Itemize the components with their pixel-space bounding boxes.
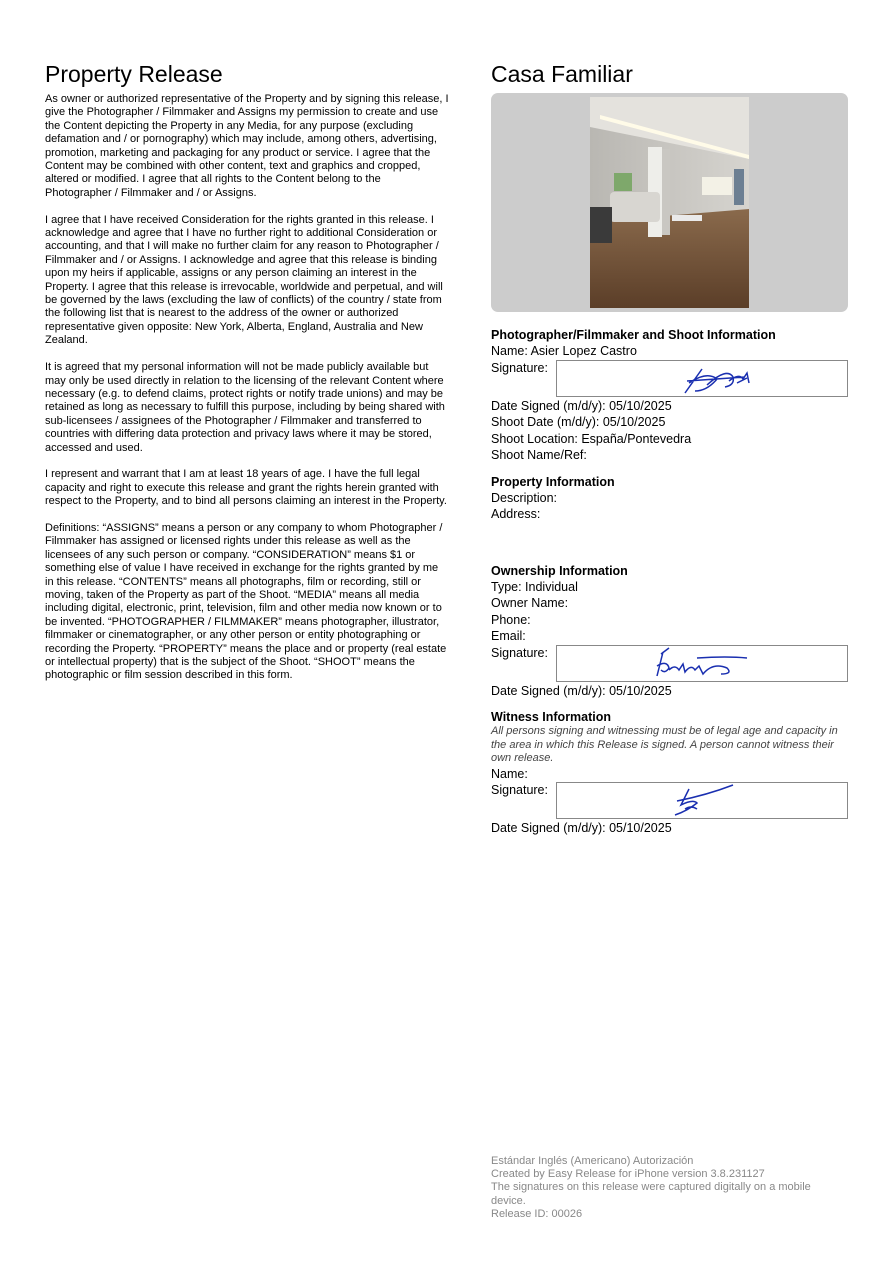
terms-paragraph: As owner or authorized representative of the Property and by signing this release, I give the Photographer / Filmmaker and Assigns my permission to create and use the Content depicting the Property in any Media, for any purpose (excluding defamation and / or pornography) which may include, among others, advertising, promotion, marketing and packaging for any product or service. I agree that the Content may be combined with other content, text and graphics and cropped, altered or modified. I agree that all rights to the Content belong to the Photographer / Filmmaker and / or Assigns.	[45, 93, 449, 199]
shoot-date: Shoot Date (m/d/y): 05/10/2025	[491, 415, 666, 429]
owner-phone: Phone:	[491, 612, 531, 627]
footer-release-id: Release ID: 00026	[491, 1207, 583, 1220]
owner-signature-box	[556, 645, 848, 682]
signature-label: Signature:	[491, 360, 548, 375]
witness-heading: Witness Information	[491, 710, 612, 724]
photographer-signature	[557, 361, 849, 398]
property-title: Casa Familiar	[491, 61, 633, 87]
witness-name: Name:	[491, 766, 528, 781]
property-description: Description:	[491, 490, 557, 505]
witness-date-signed: Date Signed (m/d/y): 05/10/2025	[491, 821, 672, 835]
property-photo-frame	[491, 93, 848, 312]
footer-created-by: Created by Easy Release for iPhone version 3.8.231127	[491, 1168, 765, 1181]
ownership-heading: Ownership Information	[491, 563, 628, 578]
property-photo	[590, 97, 749, 308]
signature-label: Signature:	[491, 645, 548, 660]
witness-note: All persons signing and witnessing must be of legal age and capacity in the area in which this Release is signed. A person cannot witness their own release.	[491, 725, 838, 764]
ownership-section	[491, 563, 848, 700]
release-terms	[45, 93, 449, 683]
footer-release-type: Estándar Inglés (Americano) Autorización	[491, 1155, 694, 1167]
footer-signature-note: The signatures on this release were captured digitally on a mobile device.	[491, 1181, 811, 1207]
witness-signature-box	[556, 782, 848, 819]
release-text-column	[45, 60, 449, 696]
witness-signature	[557, 783, 849, 820]
photographer-signature-box	[556, 360, 848, 397]
photographer-heading: Photographer/Filmmaker and Shoot Information	[491, 328, 776, 342]
owner-signature	[557, 646, 849, 683]
owner-name: Owner Name:	[491, 596, 569, 610]
photographer-signature-row	[491, 360, 848, 398]
page-title: Property Release	[45, 61, 223, 87]
terms-paragraph: Definitions: “ASSIGNS” means a person or any company to whom Photographer / Filmmaker has assigned or licensed rights under this release as well as the licensees of any such person or company. “CONSIDERATION” means $1 or something else of value I have received in exchange for the rights granted by me in this release. “CONTENTS” means all photographs, film or recording, still or moving, taken of the Property as part of the Shoot. “MEDIA” means all media including digital, electronic, print, television, film and other media now known or to be invented. “PHOTOGRAPHER / FILMMAKER” means photographer, illustrator, filmmaker or cinematographer, or any other person or entity photographing or recording the Property. “PROPERTY” means the place and or property (real estate or intellectual property) that is the subject of the Shoot. “SHOOT” means the photographic or film session described in this form.	[45, 521, 447, 682]
shoot-location: Shoot Location: España/Pontevedra	[491, 431, 692, 446]
info-column	[491, 60, 848, 837]
terms-paragraph: I represent and warrant that I am at least 18 years of age. I have the full legal capacity and right to execute this release and grant the rights herein granted with respect to the Property, and to bind all persons claiming an interest in the Property.	[45, 468, 447, 508]
owner-email: Email:	[491, 629, 526, 643]
property-heading: Property Information	[491, 474, 615, 489]
photographer-name: Name: Asier Lopez Castro	[491, 344, 637, 358]
photographer-section	[491, 327, 848, 464]
terms-paragraph: I agree that I have received Consideration for the rights granted in this release. I acknowledge and agree that I have no further right to additional Consideration or accounting, and that I will make no further claim for any reason to Photographer / Filmmaker and / or Assigns. I acknowledge and agree that this release is binding upon my heirs if applicable, assigns or any person claiming an interest in the Property. I agree that this release is irrevocable, worldwide and perpetual, and will be governed by the laws (excluding the law of conflicts) of the country / state from the following list that is nearest to the address of the owner or authorized representative given opposite: New York, Alberta, England, Australia and New Zealand.	[45, 213, 443, 347]
owner-signature-row	[491, 645, 848, 683]
witness-signature-row	[491, 782, 848, 820]
release-footer	[491, 1155, 848, 1221]
shoot-name: Shoot Name/Ref:	[491, 448, 587, 462]
owner-date-signed: Date Signed (m/d/y): 05/10/2025	[491, 683, 672, 698]
signature-label: Signature:	[491, 783, 548, 797]
terms-paragraph: It is agreed that my personal information will not be made publicly available but may only be used directly in relation to the licensing of the relevant Content where necessary (e.g. to defend claims, protect rights or notify trade unions) and may be retained as long as necessary to fulfill this purpose, including by being shared with sub-licensees / assignees of the Photographer / Filmmaker and transferred to countries with differing data protection and privacy laws where it may be stored, accessed and used.	[45, 361, 445, 454]
property-address: Address:	[491, 507, 541, 521]
witness-section	[491, 709, 848, 837]
ownership-type: Type: Individual	[491, 579, 578, 594]
photographer-date-signed: Date Signed (m/d/y): 05/10/2025	[491, 398, 672, 413]
property-section	[491, 474, 848, 523]
